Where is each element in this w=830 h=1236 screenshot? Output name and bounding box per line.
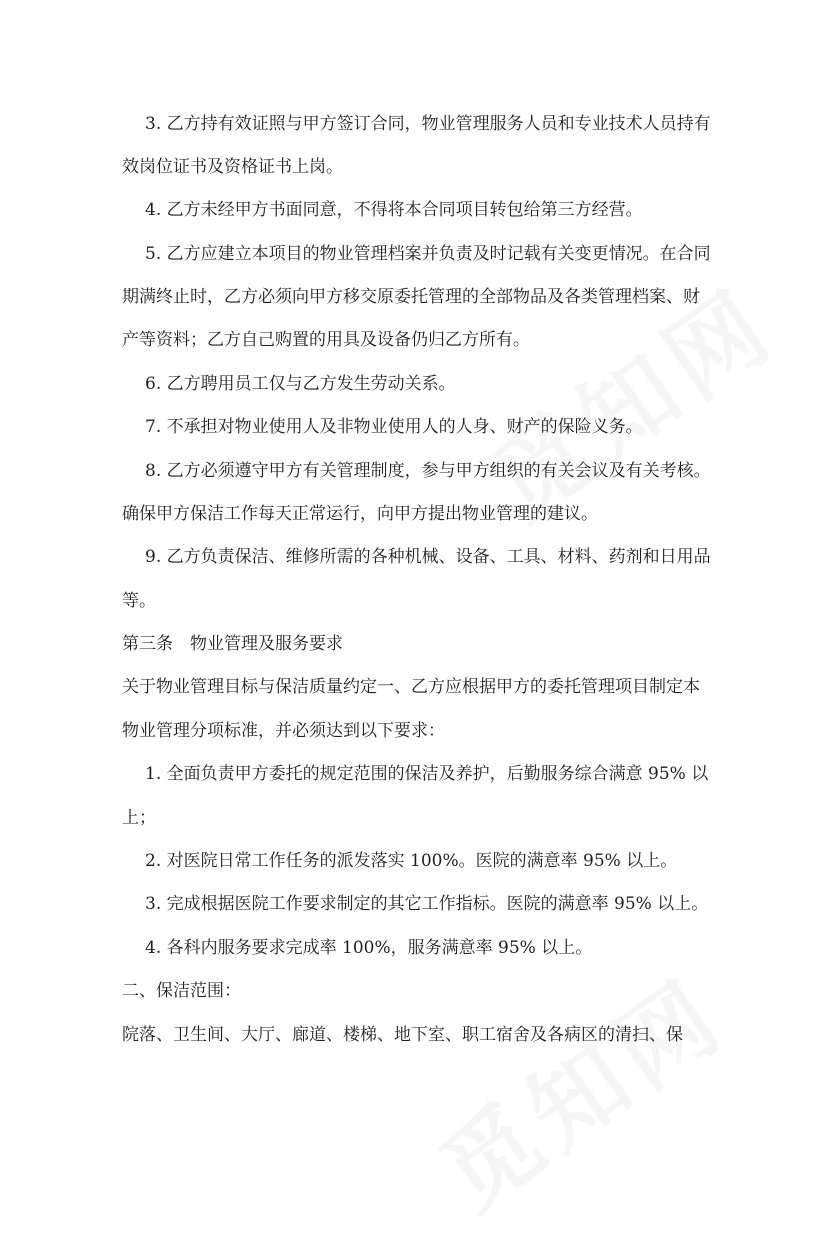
requirement-3: 3. 完成根据医院工作要求制定的其它工作指标。医院的满意率 95% 以上。 <box>145 894 709 914</box>
clause-9-line-1: 9. 乙方负责保洁、维修所需的各种机械、设备、工具、材料、药剂和日用品 <box>145 547 711 567</box>
article-3-intro-line-2: 物业管理分项标准，并必须达到以下要求： <box>122 721 445 741</box>
clause-4: 4. 乙方未经甲方书面同意，不得将本合同项目转包给第三方经营。 <box>145 200 643 220</box>
requirement-1-line-2: 上； <box>122 808 156 828</box>
article-3-intro-line-1: 关于物业管理目标与保洁质量约定一、乙方应根据甲方的委托管理项目制定本 <box>122 677 700 697</box>
article-3-heading: 第三条 物业管理及服务要求 <box>122 634 343 654</box>
clause-5-line-3: 产等资料；乙方自己购置的用具及设备仍归乙方所有。 <box>122 330 530 350</box>
requirement-1-line-1: 1. 全面负责甲方委托的规定范围的保洁及养护，后勤服务综合满意 95% 以 <box>145 764 709 784</box>
section-2-heading: 二、保洁范围： <box>122 981 241 1001</box>
clause-9-line-2: 等。 <box>122 591 156 611</box>
clause-5-line-2: 期满终止时，乙方必须向甲方移交原委托管理的全部物品及各类管理档案、财 <box>122 287 700 307</box>
clause-8-line-2: 确保甲方保洁工作每天正常运行，向甲方提出物业管理的建议。 <box>122 504 598 524</box>
clause-8-line-1: 8. 乙方必须遵守甲方有关管理制度，参与甲方组织的有关会议及有关考核。 <box>145 461 711 481</box>
cleaning-scope-line-1: 院落、卫生间、大厅、廊道、楼梯、地下室、职工宿舍及各病区的清扫、保 <box>122 1025 683 1045</box>
requirement-2: 2. 对医院日常工作任务的派发落实 100%。医院的满意率 95% 以上。 <box>145 851 678 871</box>
clause-5-line-1: 5. 乙方应建立本项目的物业管理档案并负责及时记载有关变更情况。在合同 <box>145 244 711 264</box>
clause-3-line-2: 效岗位证书及资格证书上岗。 <box>122 157 343 177</box>
clause-6: 6. 乙方聘用员工仅与乙方发生劳动关系。 <box>145 374 456 394</box>
clause-7: 7. 不承担对物业使用人及非物业使用人的人身、财产的保险义务。 <box>145 417 643 437</box>
clause-3-line-1: 3. 乙方持有效证照与甲方签订合同，物业管理服务人员和专业技术人员持有 <box>145 114 711 134</box>
requirement-4: 4. 各科内服务要求完成率 100%，服务满意率 95% 以上。 <box>145 938 593 958</box>
